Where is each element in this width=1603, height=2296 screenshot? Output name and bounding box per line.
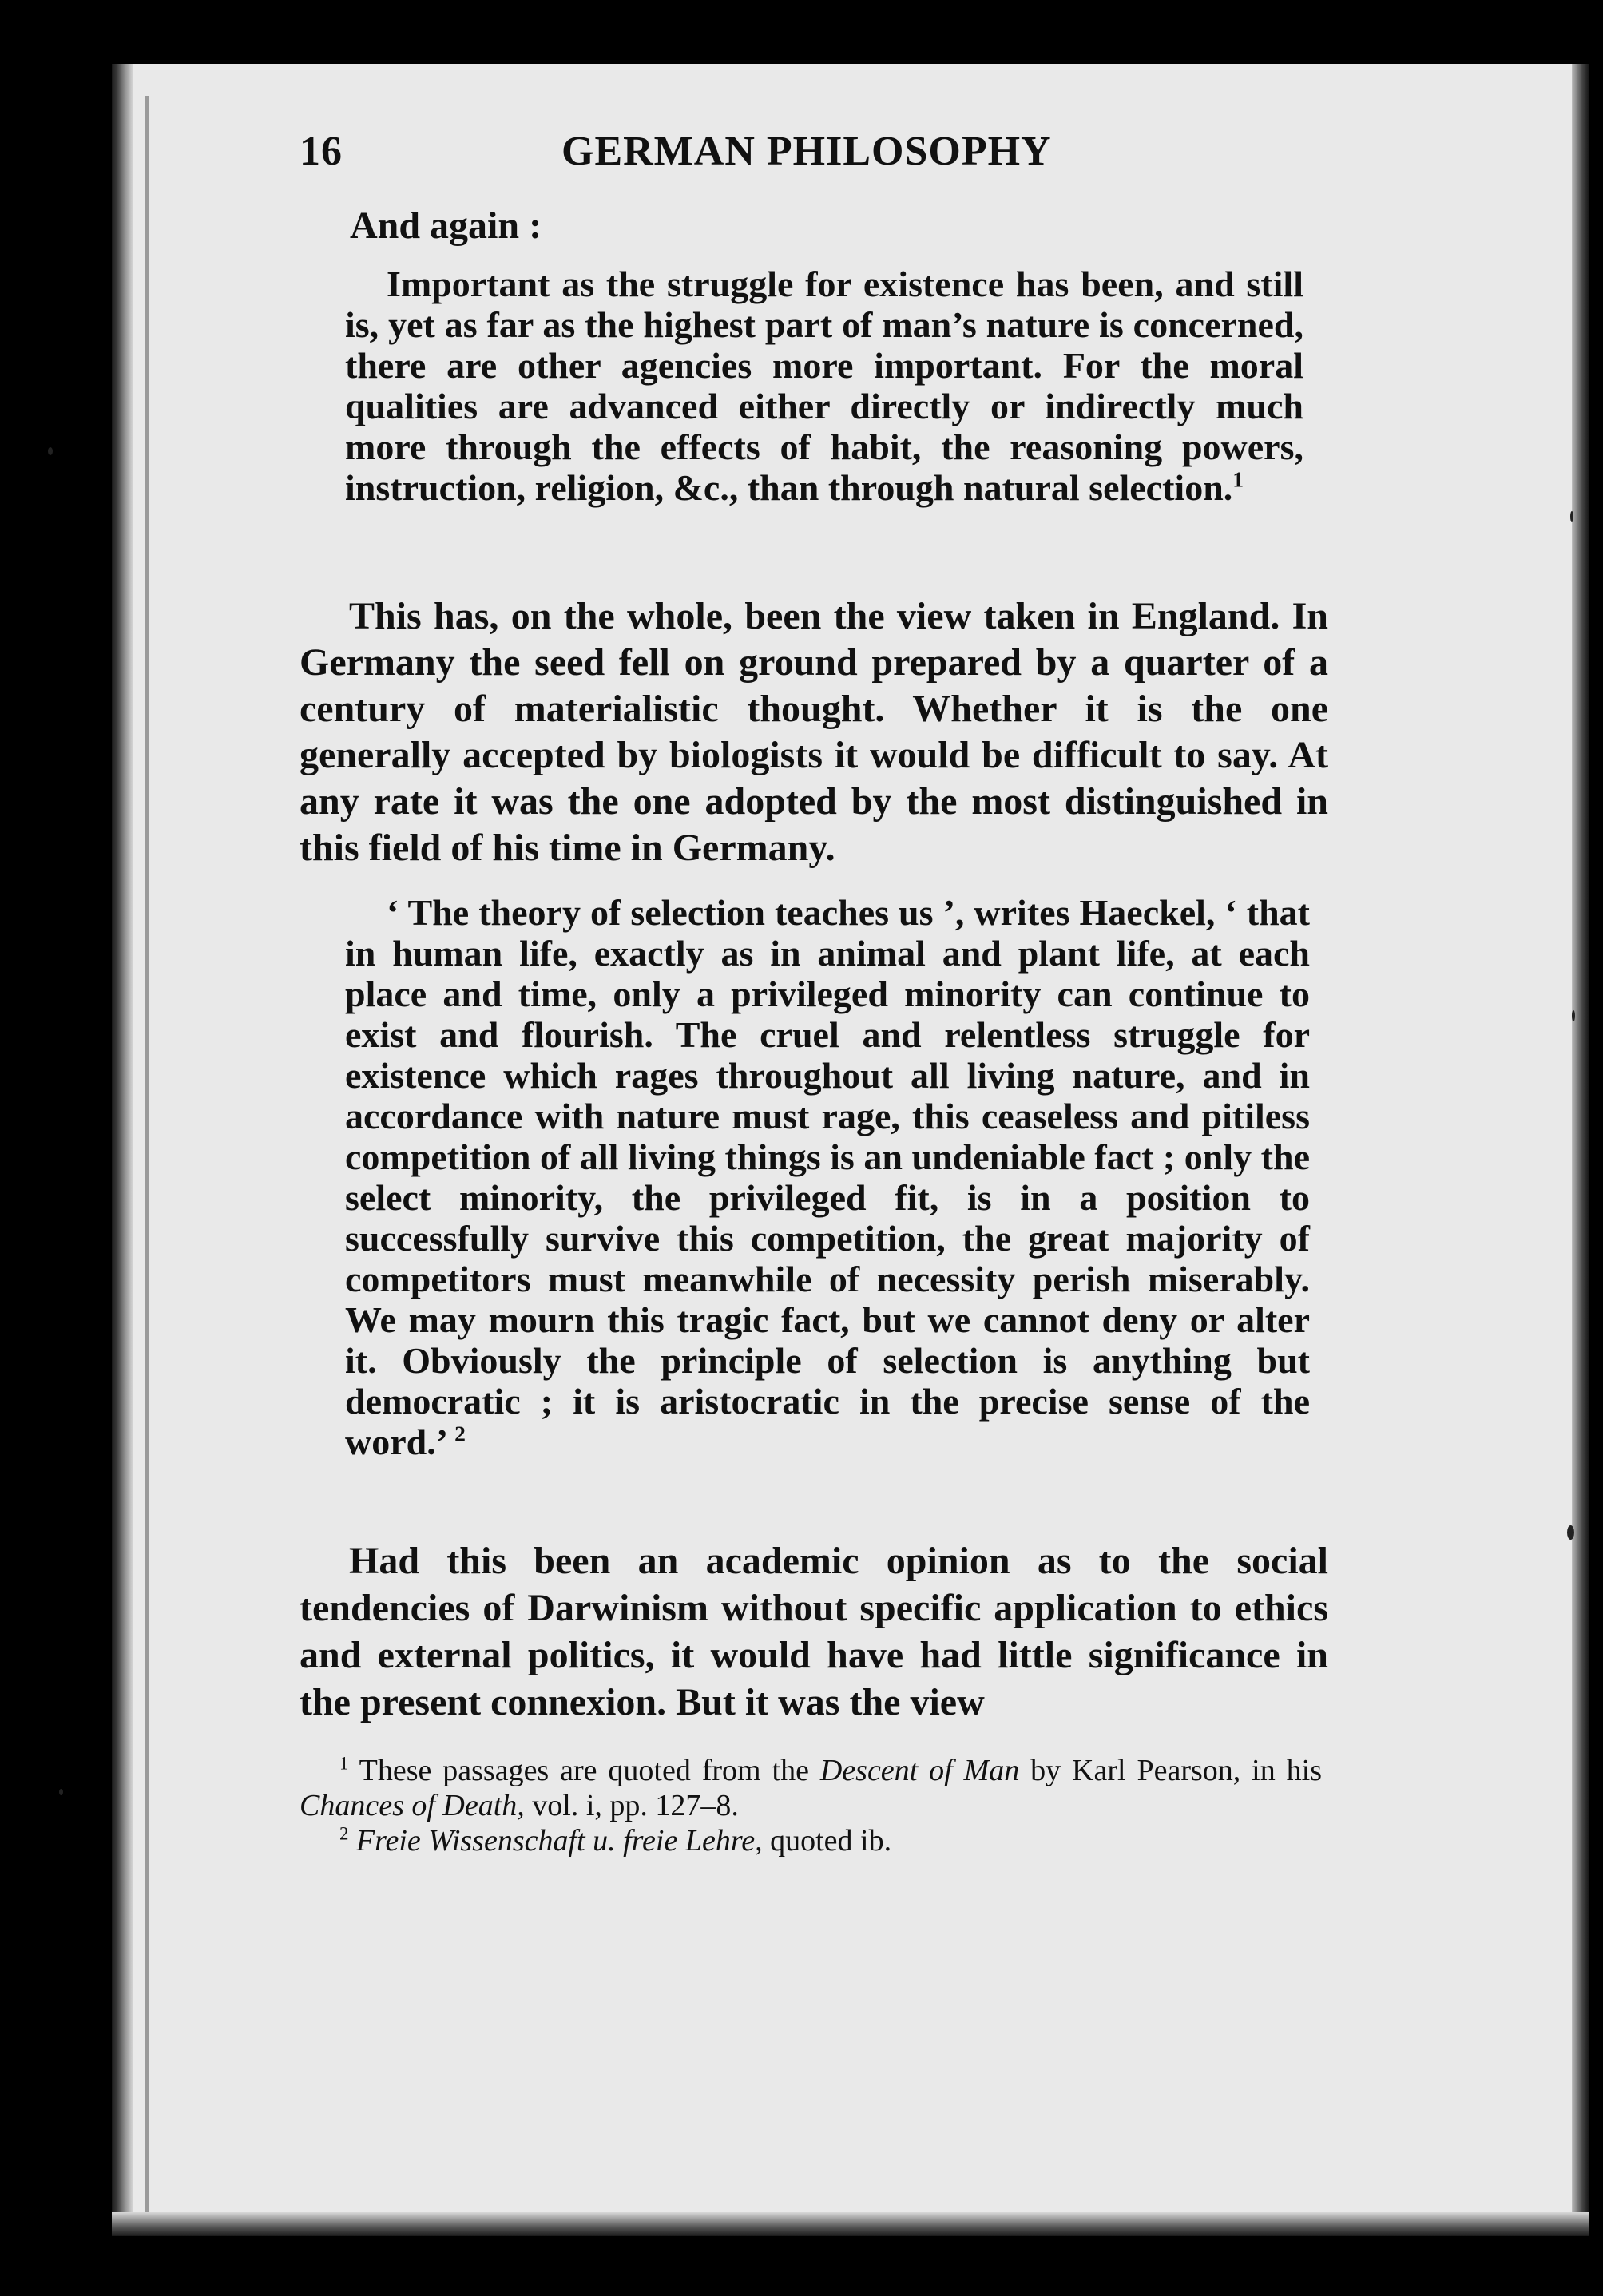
- page-bottom-edge: [112, 2212, 1589, 2236]
- footnote-book-title: Descent of Man: [819, 1754, 1020, 1787]
- running-head: [300, 128, 1346, 192]
- footnote-text: quoted ib.: [762, 1824, 892, 1858]
- block-quote-haeckel: [345, 892, 1310, 1462]
- footnote-book-title: Chances of Death,: [300, 1789, 525, 1822]
- paragraph-academic-opinion: Had this been an academic opinion as to the social tendencies of Darwinism without specific application to ethics and external politics, it would have had little significance in the present connexion. But it was the view: [300, 1540, 1328, 1723]
- page-binding-shadow: [112, 64, 133, 2236]
- block-quote-haeckel-text: ‘ The theory of selection teaches us ’, writes Haeckel, ‘ that in human life, exactly as in animal and plant life, at each place and time, only a privileged minority can continue to exist and flourish. The cruel and relentless struggle for existence which rages throughout all living nature, and in accordance with nature must rage, this ceaseless and pitiless competition of all living things is an undeniable fact ; only the select minority, the privileged fit, is in a position to successfully survive this competition, the great majority of competitors must meanwhile of necessity perish miserably. We may mourn this tragic fact, but we cannot deny or alter it. Obviously the principle of selection is anything but democratic ; it is aristocratic in the precise sense of the word.’: [345, 892, 1310, 1462]
- footnote-ref-1: 1: [1232, 466, 1244, 492]
- footnote-text: These passages are quoted from the: [359, 1754, 820, 1787]
- scan-speck: [1572, 1010, 1575, 1021]
- intro-line: And again :: [350, 204, 542, 247]
- footnote-2: [300, 1823, 1322, 1858]
- footnotes: [300, 1753, 1322, 1858]
- page-binding-line: [145, 96, 149, 2212]
- scan-speck: [48, 447, 53, 455]
- footnote-text: by Karl Pearson, in his: [1019, 1754, 1322, 1787]
- page-right-edge: [1572, 64, 1589, 2236]
- paragraph-england-germany: This has, on the whole, been the view taken in England. In Germany the seed fell on ground prepared by a quarter of a century of materialistic thought. Whether it is the one generally accepted by biologists it would be difficult to say. At any rate it was the one adopted by the most distinguished in this field of his time in Germany.: [300, 595, 1328, 869]
- footnote-1: [300, 1753, 1322, 1823]
- footnote-marker: 1: [339, 1753, 349, 1774]
- running-title: GERMAN PHILOSOPHY: [561, 129, 1052, 174]
- footnote-book-title: Freie Wissenschaft u. freie Lehre,: [355, 1824, 763, 1858]
- block-quote-darwin: [345, 264, 1303, 508]
- footnote-marker: 2: [339, 1823, 349, 1844]
- scan-speck: [59, 1789, 63, 1795]
- footnote-ref-2: 2: [454, 1421, 466, 1446]
- block-quote-darwin-text: Important as the struggle for existence has been, and still is, yet as far as the highest part of man’s nature is concerned, there are other agencies more important. For the moral qualities are advanced either directly or indirectly much more through the effects of habit, the reasoning powers, instruction, religion, &c., than through natural selection.: [345, 264, 1303, 508]
- footnote-text: vol. i, pp. 127–8.: [524, 1789, 739, 1822]
- scan-speck: [1567, 1525, 1574, 1540]
- page-number: 16: [300, 129, 343, 174]
- scan-speck: [1570, 511, 1573, 522]
